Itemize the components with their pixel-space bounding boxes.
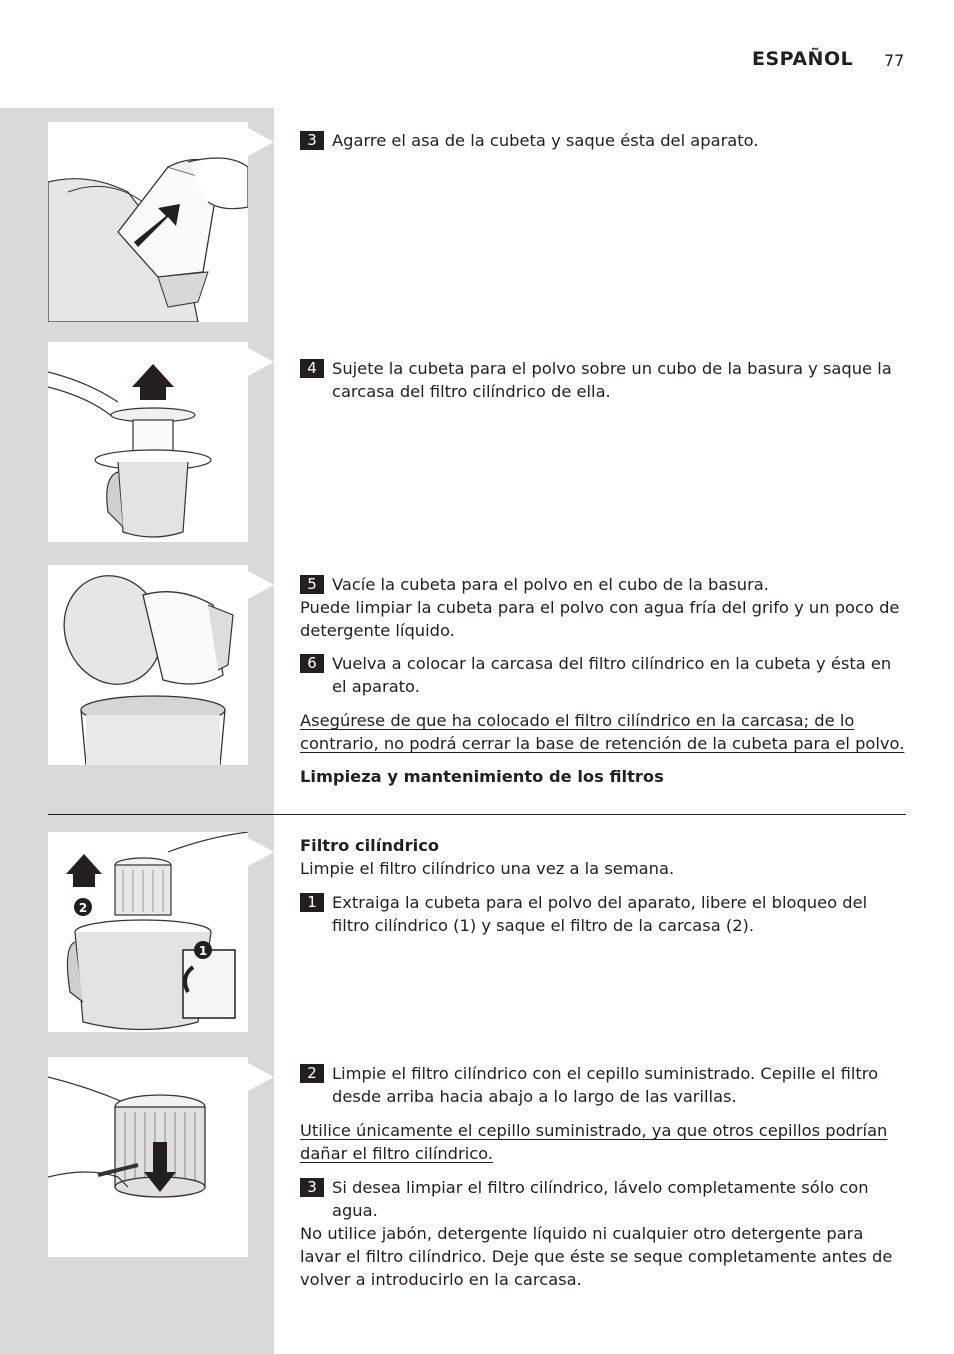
step-block-5-6: [300, 573, 906, 788]
step-item: [300, 129, 906, 152]
section-divider: [48, 814, 906, 815]
illustration-brush-filter: [48, 1057, 248, 1257]
step-block-f2-f3: [300, 1062, 906, 1291]
illustration-empty-container: [48, 565, 248, 765]
warning-note: Utilice únicamente el cepillo suministrado, ya que otros cepillos podrían dañar el filtro cilíndrico.: [300, 1121, 888, 1163]
step-text: Extraiga la cubeta para el polvo del aparato, libere el bloqueo del filtro cilíndrico (1) y saque el filtro de la carcasa (2).: [332, 893, 868, 935]
subsection-intro: Limpie el filtro cilíndrico una vez a la semana.: [300, 859, 675, 878]
step-item: [300, 1176, 906, 1222]
step-number: 1: [300, 893, 324, 912]
step-item: [300, 891, 906, 937]
step-text: Agarre el asa de la cubeta y saque ésta del aparato.: [332, 131, 759, 150]
step-number: 4: [300, 359, 324, 378]
step-number: 2: [300, 1064, 324, 1083]
step-item: [300, 652, 906, 698]
step-block-3a: [300, 129, 906, 152]
step-item: [300, 1062, 906, 1108]
step-item: [300, 573, 906, 596]
step-note: Puede limpiar la cubeta para el polvo con agua fría del grifo y un poco de detergente líquido.: [300, 598, 900, 640]
step-number: 3: [300, 131, 324, 150]
illustration-pointer: [248, 571, 274, 599]
illustration-lift-filter: [48, 342, 248, 542]
step-text: Sujete la cubeta para el polvo sobre un cubo de la basura y saque la carcasa del filtro cilíndrico de ella.: [332, 359, 892, 401]
callout-2: 2: [78, 901, 88, 915]
page-number: 77: [884, 51, 905, 70]
warning-note: Asegúrese de que ha colocado el filtro cilíndrico en la carcasa; de lo contrario, no podrá cerrar la base de retención de la cubeta para el polvo.: [300, 711, 905, 753]
step-text: Vuelva a colocar la carcasa del filtro cilíndrico en la cubeta y ésta en el aparato.: [332, 654, 892, 696]
step-text: Si desea limpiar el filtro cilíndrico, lávelo completamente sólo con agua.: [332, 1178, 869, 1220]
illustration-pointer: [248, 128, 274, 156]
step-number: 3: [300, 1178, 324, 1197]
step-block-4: [300, 357, 906, 403]
illustration-pointer: [248, 838, 274, 866]
step-text: Limpie el filtro cilíndrico con el cepillo suministrado. Cepille el filtro desde arriba hacia abajo a lo largo de las varillas.: [332, 1064, 879, 1106]
illustration-pointer: [248, 1063, 274, 1091]
step-text: Vacíe la cubeta para el polvo en el cubo de la basura.: [332, 575, 769, 594]
language-header: ESPAÑOL: [752, 48, 854, 70]
illustration-pointer: [248, 348, 274, 376]
illustration-remove-container: [48, 122, 248, 322]
step-item: [300, 357, 906, 403]
step-note: No utilice jabón, detergente líquido ni cualquier otro detergente para lavar el filtro cilíndrico. Deje que éste se seque completamente antes de volver a introducirlo en la carcasa.: [300, 1224, 893, 1289]
step-number: 5: [300, 575, 324, 594]
illustration-filter-removal: [48, 832, 248, 1032]
callout-1: 1: [198, 944, 208, 958]
filter-section: [300, 834, 906, 937]
subsection-title: Filtro cilíndrico: [300, 836, 440, 855]
step-number: 6: [300, 654, 324, 673]
section-title: Limpieza y mantenimiento de los filtros: [300, 767, 664, 786]
